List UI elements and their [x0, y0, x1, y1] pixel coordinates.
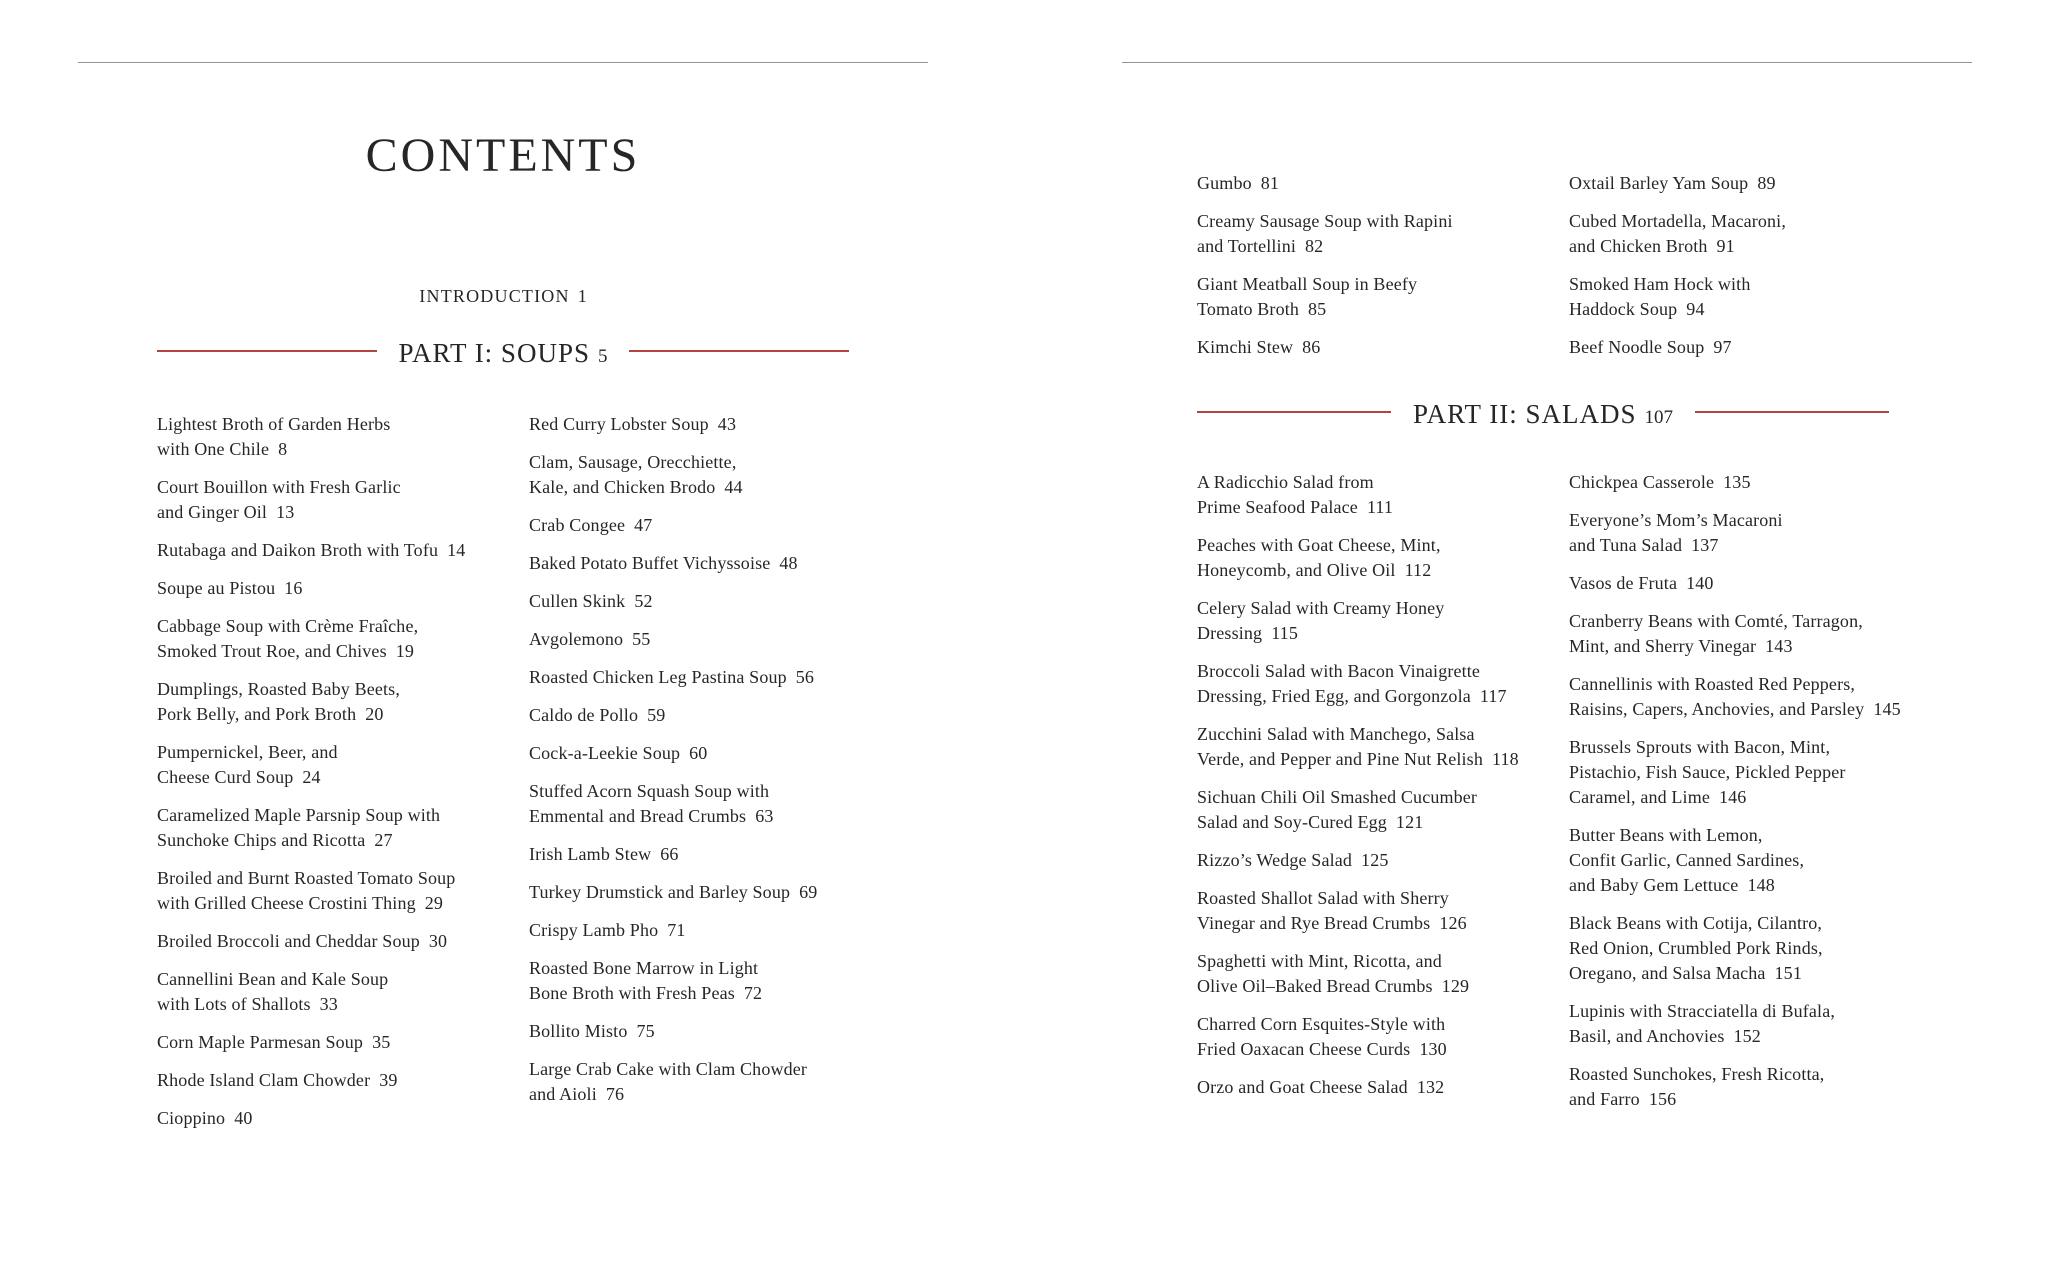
- part1-title: [398, 337, 608, 368]
- page-number: 121: [1395, 812, 1424, 832]
- page-number: 152: [1733, 1026, 1761, 1046]
- toc-entry: Clam, Sausage, Orecchiette, Kale, and Chicken Brodo 44: [529, 452, 743, 497]
- page-number: 111: [1366, 497, 1394, 517]
- page-number: 35: [372, 1032, 391, 1052]
- page-number: 8: [278, 439, 288, 459]
- page-number: 112: [1404, 560, 1432, 580]
- toc-entry: Sichuan Chili Oil Smashed Cucumber Salad and Soy-Cured Egg 121: [1197, 787, 1478, 832]
- soups-column-1: [157, 412, 517, 1144]
- page-number: 27: [374, 830, 393, 850]
- introduction-entry: [78, 286, 928, 307]
- page-top-rule: [78, 62, 928, 63]
- page-number: 13: [276, 502, 295, 522]
- page-number: 63: [755, 806, 774, 826]
- page-number: 85: [1308, 299, 1327, 319]
- part2-title: [1413, 398, 1673, 429]
- page-number: 20: [365, 704, 384, 724]
- page-number: 48: [779, 553, 798, 573]
- toc-entry: Lupinis with Stracciatella di Bufala, Basil, and Anchovies 152: [1569, 1001, 1835, 1046]
- page-number: 75: [636, 1021, 655, 1041]
- toc-entry: Rutabaga and Daikon Broth with Tofu 14: [157, 540, 466, 560]
- page-number: 19: [395, 641, 415, 661]
- toc-entry: Stuffed Acorn Squash Soup with Emmental and Bread Crumbs 63: [529, 781, 774, 826]
- salads-column-1: [1197, 470, 1557, 1113]
- heading-rule-left: [157, 350, 377, 352]
- introduction-label: INTRODUCTION: [419, 286, 570, 306]
- page-number: 118: [1492, 749, 1519, 769]
- toc-entry: Roasted Bone Marrow in Light Bone Broth with Fresh Peas 72: [529, 958, 763, 1003]
- toc-entry: Peaches with Goat Cheese, Mint, Honeycomb, and Olive Oil 112: [1197, 535, 1441, 580]
- page-number: 33: [319, 994, 338, 1014]
- page-number: 143: [1765, 636, 1793, 656]
- page-number: 132: [1416, 1077, 1445, 1097]
- page-number: 129: [1441, 976, 1470, 996]
- part1-page-number: 5: [597, 345, 608, 367]
- page-number: 137: [1691, 535, 1719, 555]
- page-number: 145: [1873, 699, 1901, 719]
- toc-entry: Turkey Drumstick and Barley Soup 69: [529, 882, 818, 902]
- page-number: 44: [724, 477, 743, 497]
- page-number: 140: [1686, 573, 1714, 593]
- page-number: 126: [1439, 913, 1467, 933]
- part2-heading: [1197, 399, 1889, 429]
- page-number: 30: [428, 931, 448, 951]
- soups-column-2: [529, 412, 889, 1120]
- toc-entry: Beef Noodle Soup 97: [1569, 337, 1732, 357]
- toc-entry: Cabbage Soup with Crème Fraîche, Smoked Trout Roe, and Chives 19: [157, 616, 419, 661]
- toc-entry: Cannellini Bean and Kale Soup with Lots of Shallots 33: [157, 969, 389, 1014]
- introduction-page-number: 1: [577, 286, 587, 306]
- toc-entry: Smoked Ham Hock with Haddock Soup 94: [1569, 274, 1751, 319]
- toc-entry: Kimchi Stew 86: [1197, 337, 1321, 357]
- toc-entry: Soupe au Pistou 16: [157, 578, 303, 598]
- part1-label: PART I: SOUPS: [398, 337, 590, 368]
- toc-entry: Broccoli Salad with Bacon Vinaigrette Dressing, Fried Egg, and Gorgonzola 117: [1197, 661, 1507, 706]
- page-number: 91: [1716, 236, 1735, 256]
- heading-rule-right: [1695, 411, 1889, 413]
- contents-title: CONTENTS: [365, 129, 641, 182]
- page-number: 43: [717, 414, 737, 434]
- page-number: 81: [1260, 173, 1280, 193]
- page-number: 146: [1719, 787, 1747, 807]
- toc-entry: Avgolemono 55: [529, 629, 651, 649]
- toc-entry: Giant Meatball Soup in Beefy Tomato Broth 85: [1197, 274, 1418, 319]
- heading-rule-right: [629, 350, 849, 352]
- page-number: 82: [1305, 236, 1324, 256]
- page-number: 66: [660, 844, 679, 864]
- salads-column-2: [1569, 470, 1929, 1125]
- page-number: 52: [634, 591, 653, 611]
- toc-entry: Cranberry Beans with Comté, Tarragon, Mint, and Sherry Vinegar 143: [1569, 611, 1863, 656]
- soups-continued-column-1: [1197, 171, 1557, 373]
- toc-entry: Black Beans with Cotija, Cilantro, Red Onion, Crumbled Pork Rinds, Oregano, and Salsa Macha 151: [1569, 913, 1823, 983]
- page-number: 117: [1479, 686, 1507, 706]
- toc-entry: Red Curry Lobster Soup 43: [529, 414, 737, 434]
- page-number: 60: [689, 743, 708, 763]
- toc-entry: Lightest Broth of Garden Herbs with One Chile 8: [157, 414, 391, 459]
- toc-entry: Roasted Sunchokes, Fresh Ricotta, and Farro 156: [1569, 1064, 1825, 1109]
- toc-entry: Corn Maple Parmesan Soup 35: [157, 1032, 391, 1052]
- toc-entry: Cioppino 40: [157, 1108, 253, 1128]
- page-number: 94: [1686, 299, 1705, 319]
- toc-entry: Everyone’s Mom’s Macaroni and Tuna Salad 137: [1569, 510, 1783, 555]
- part1-heading: [157, 338, 849, 368]
- toc-entry: Spaghetti with Mint, Ricotta, and Olive Oil–Baked Bread Crumbs 129: [1197, 951, 1470, 996]
- toc-entry: Chickpea Casserole 135: [1569, 472, 1751, 492]
- toc-entry: Baked Potato Buffet Vichyssoise 48: [529, 553, 798, 573]
- toc-entry: Irish Lamb Stew 66: [529, 844, 679, 864]
- part2-label: PART II: SALADS: [1413, 398, 1637, 429]
- toc-entry: Caldo de Pollo 59: [529, 705, 666, 725]
- soups-continued-column-2: [1569, 171, 1929, 373]
- toc-entry: Oxtail Barley Yam Soup 89: [1569, 173, 1776, 193]
- page-number: 115: [1271, 623, 1298, 643]
- toc-entry: Creamy Sausage Soup with Rapini and Tortellini 82: [1197, 211, 1453, 256]
- page-number: 39: [379, 1070, 398, 1090]
- part2-page-number: 107: [1644, 406, 1673, 428]
- right-page: [1122, 0, 1972, 1280]
- toc-entry: Caramelized Maple Parsnip Soup with Sunchoke Chips and Ricotta 27: [157, 805, 441, 850]
- toc-entry: Roasted Chicken Leg Pastina Soup 56: [529, 667, 815, 687]
- page-number: 59: [647, 705, 666, 725]
- page-number: 97: [1713, 337, 1732, 357]
- page-number: 71: [667, 920, 686, 940]
- page-number: 69: [799, 882, 818, 902]
- toc-entry: Dumplings, Roasted Baby Beets, Pork Belly, and Pork Broth 20: [157, 679, 400, 724]
- page-number: 29: [424, 893, 444, 913]
- heading-rule-left: [1197, 411, 1391, 413]
- toc-entry: Orzo and Goat Cheese Salad 132: [1197, 1077, 1445, 1097]
- page-number: 72: [743, 983, 763, 1003]
- toc-entry: Broiled Broccoli and Cheddar Soup 30: [157, 931, 448, 951]
- page-number: 151: [1774, 963, 1802, 983]
- page-number: 56: [795, 667, 815, 687]
- page-top-rule: [1122, 62, 1972, 63]
- page-number: 14: [447, 540, 466, 560]
- toc-entry: Charred Corn Esquites-Style with Fried Oaxacan Cheese Curds 130: [1197, 1014, 1447, 1059]
- page-number: 76: [605, 1084, 625, 1104]
- toc-entry: Vasos de Fruta 140: [1569, 573, 1714, 593]
- toc-entry: Crab Congee 47: [529, 515, 653, 535]
- toc-entry: Celery Salad with Creamy Honey Dressing 115: [1197, 598, 1445, 643]
- toc-entry: Cubed Mortadella, Macaroni, and Chicken Broth 91: [1569, 211, 1786, 256]
- toc-entry: Rizzo’s Wedge Salad 125: [1197, 850, 1389, 870]
- toc-entry: Cannellinis with Roasted Red Peppers, Raisins, Capers, Anchovies, and Parsley 145: [1569, 674, 1901, 719]
- toc-entry: Court Bouillon with Fresh Garlic and Ginger Oil 13: [157, 477, 401, 522]
- toc-entry: Butter Beans with Lemon, Confit Garlic, Canned Sardines, and Baby Gem Lettuce 148: [1569, 825, 1805, 895]
- page-number: 40: [234, 1108, 253, 1128]
- toc-entry: Rhode Island Clam Chowder 39: [157, 1070, 398, 1090]
- toc-entry: Roasted Shallot Salad with Sherry Vinegar and Rye Bread Crumbs 126: [1197, 888, 1467, 933]
- page-number: 55: [632, 629, 651, 649]
- page-number: 16: [284, 578, 303, 598]
- page-number: 125: [1361, 850, 1389, 870]
- page-number: 89: [1757, 173, 1776, 193]
- page-number: 156: [1648, 1089, 1677, 1109]
- page-number: 24: [302, 767, 321, 787]
- page-number: 47: [634, 515, 653, 535]
- page-number: 148: [1747, 875, 1775, 895]
- toc-entry: Brussels Sprouts with Bacon, Mint, Pistachio, Fish Sauce, Pickled Pepper Caramel, and Lime 146: [1569, 737, 1846, 807]
- page-number: 86: [1302, 337, 1321, 357]
- toc-entry: Cullen Skink 52: [529, 591, 653, 611]
- page-number: 135: [1723, 472, 1751, 492]
- toc-entry: Pumpernickel, Beer, and Cheese Curd Soup 24: [157, 742, 338, 787]
- toc-entry: Broiled and Burnt Roasted Tomato Soup with Grilled Cheese Crostini Thing 29: [157, 868, 456, 913]
- left-page: [78, 0, 928, 1280]
- toc-entry: Gumbo 81: [1197, 173, 1280, 193]
- toc-entry: Large Crab Cake with Clam Chowder and Aioli 76: [529, 1059, 808, 1104]
- toc-entry: Bollito Misto 75: [529, 1021, 655, 1041]
- toc-entry: Crispy Lamb Pho 71: [529, 920, 686, 940]
- toc-entry: Cock-a-Leekie Soup 60: [529, 743, 708, 763]
- toc-entry: Zucchini Salad with Manchego, Salsa Verde, and Pepper and Pine Nut Relish 118: [1197, 724, 1519, 769]
- toc-entry: A Radicchio Salad from Prime Seafood Palace 111: [1197, 472, 1394, 517]
- page-number: 130: [1419, 1039, 1447, 1059]
